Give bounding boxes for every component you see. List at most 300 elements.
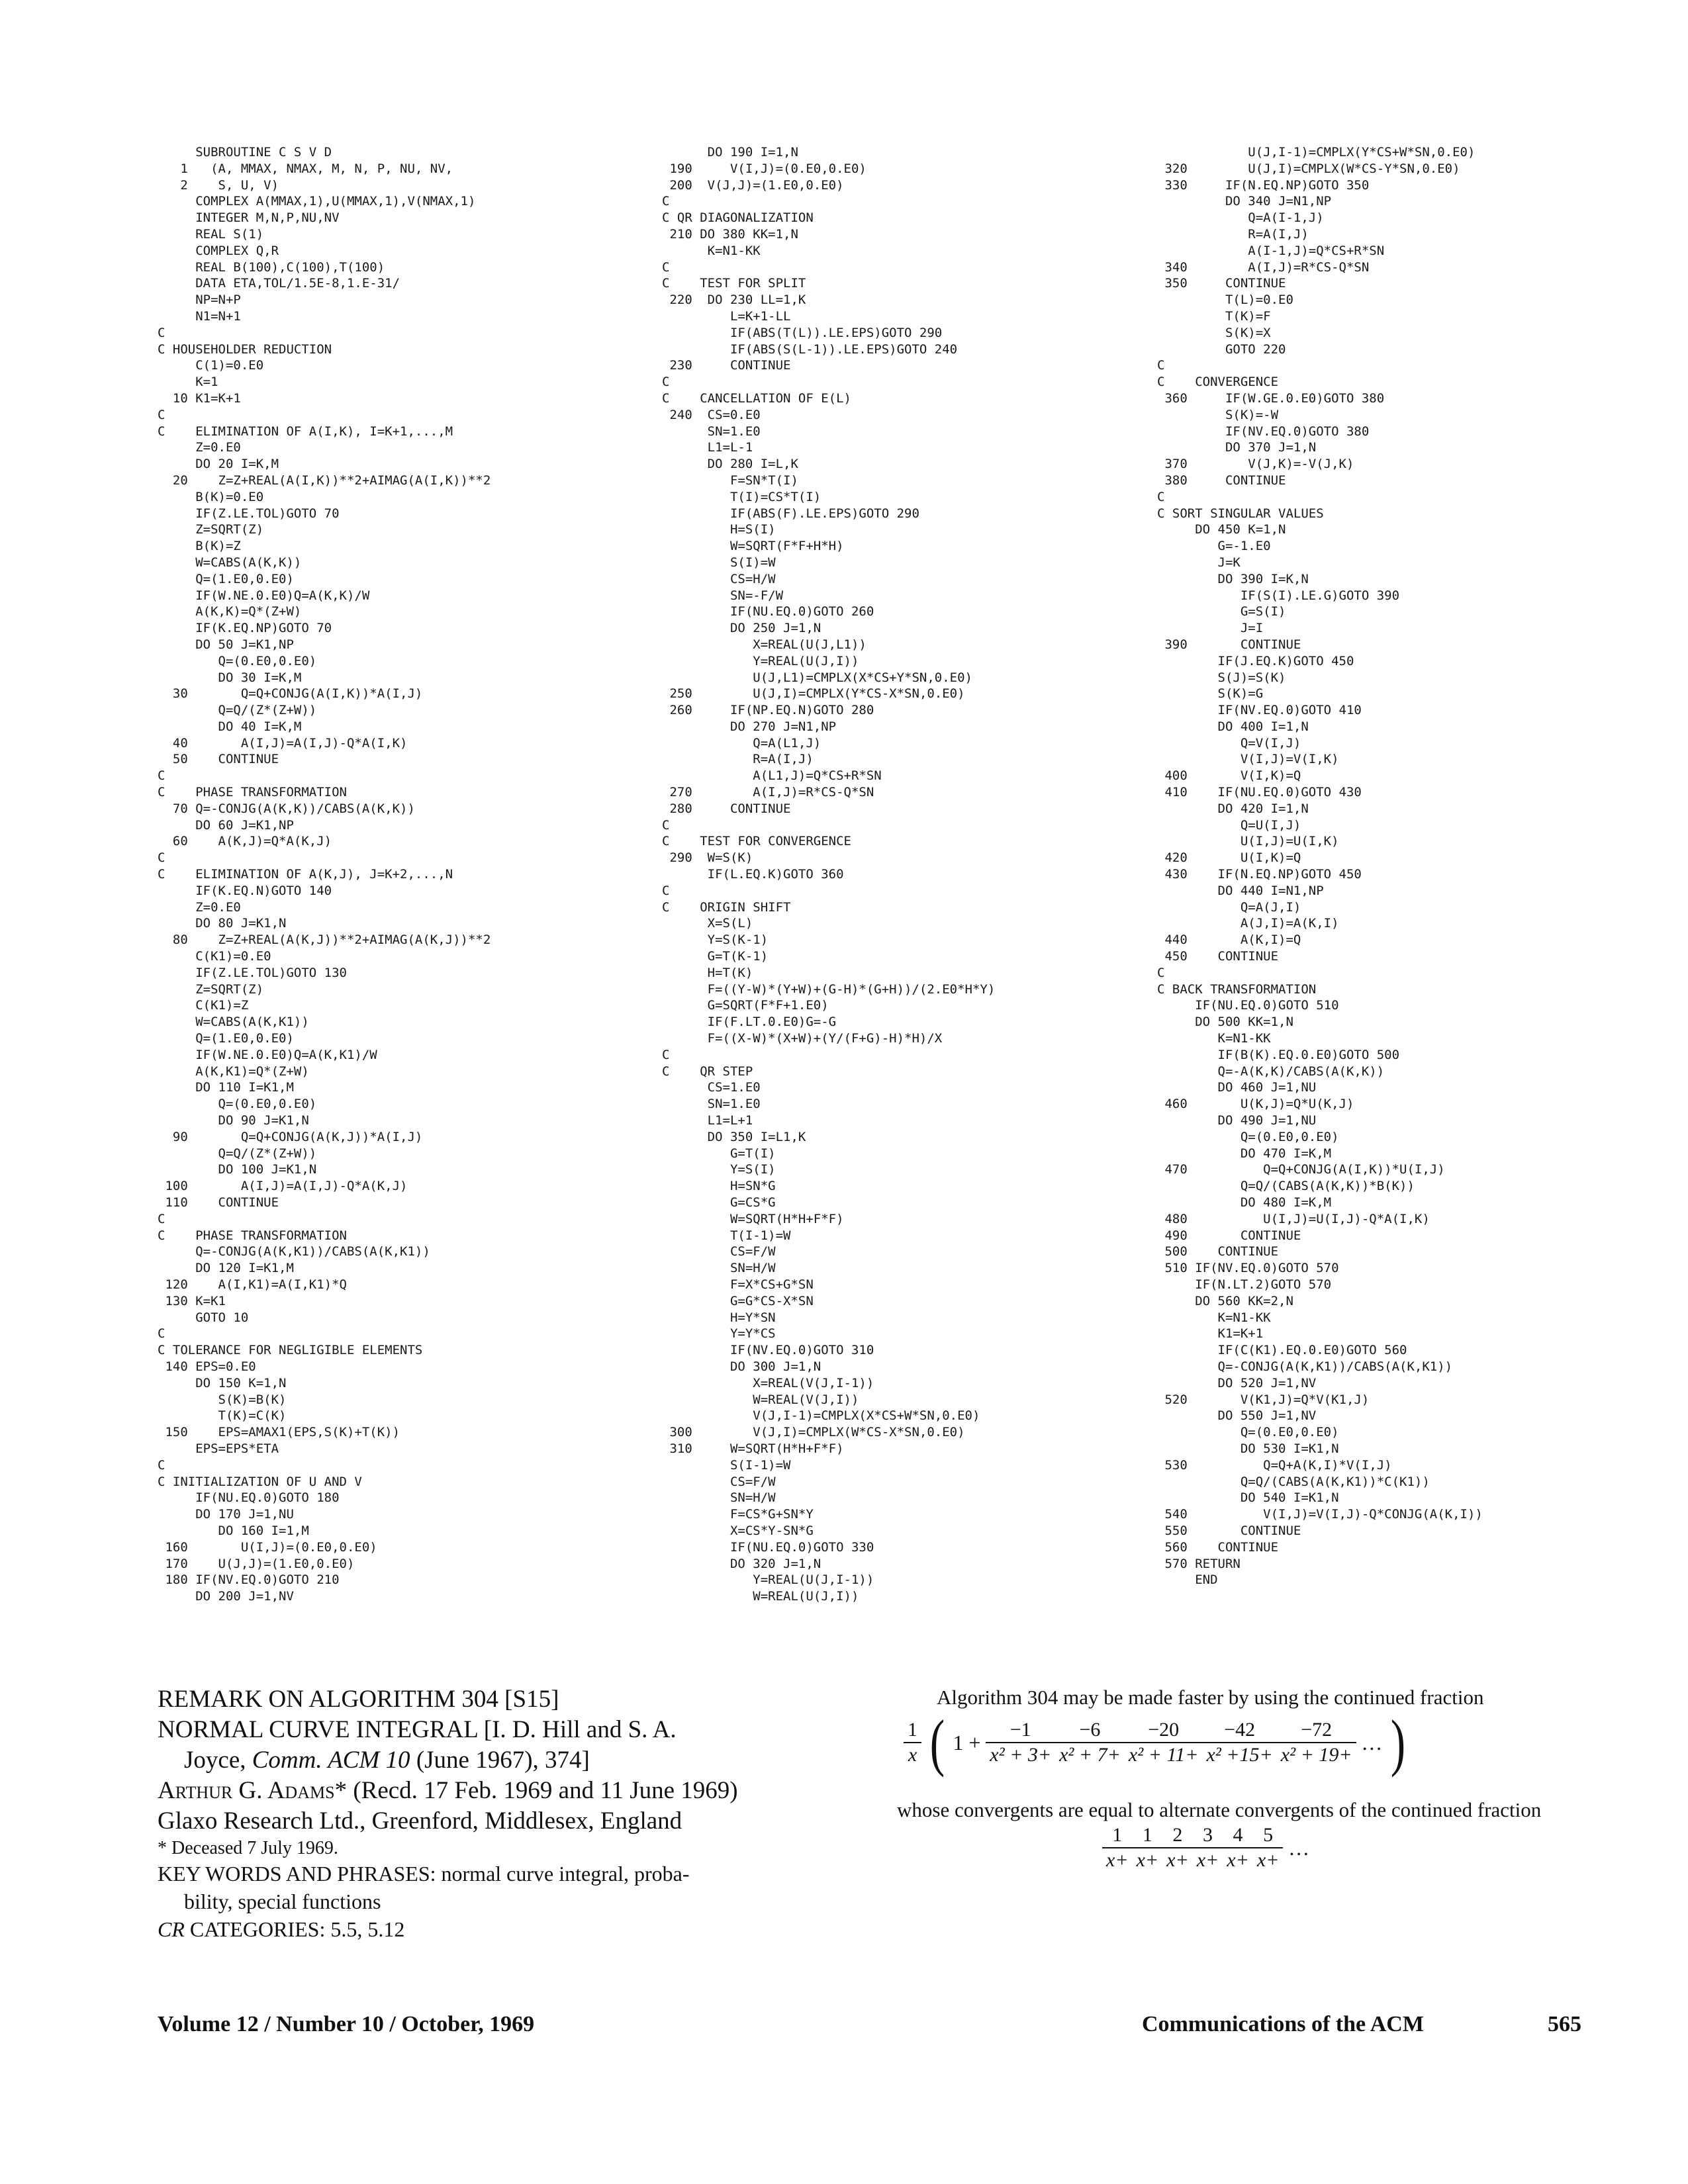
code-line: C bbox=[158, 407, 165, 422]
code-line: 250 U(J,I)=CMPLX(Y*CS-X*SN,0.E0) bbox=[662, 686, 965, 702]
code-line: 1 (A, MMAX, NMAX, M, N, P, NU, NV, bbox=[158, 161, 453, 176]
code-line: 500 CONTINUE bbox=[1157, 1244, 1279, 1259]
code-line: IF(NV.EQ.0)GOTO 380 bbox=[1157, 424, 1370, 439]
code-line: R=A(I,J) bbox=[1157, 226, 1309, 242]
code-line: Y=REAL(U(J,I-1)) bbox=[662, 1572, 874, 1588]
code-line: A(L1,J)=Q*CS+R*SN bbox=[662, 768, 882, 784]
code-line: 80 Z=Z+REAL(A(K,J))**2+AIMAG(A(K,J))**2 bbox=[158, 933, 491, 948]
code-line: DO 100 J=K1,N bbox=[158, 1162, 317, 1177]
code-line: 460 U(K,J)=Q*U(K,J) bbox=[1157, 1097, 1354, 1112]
code-line: Q=Q/(Z*(Z+W)) bbox=[158, 1146, 317, 1161]
code-line: DO 160 I=1,M bbox=[158, 1523, 309, 1538]
code-line: B(K)=Z bbox=[158, 539, 241, 554]
code-line: L=K+1-LL bbox=[662, 308, 791, 324]
code-line: C bbox=[158, 850, 165, 866]
code-line: U(J,L1)=CMPLX(X*CS+Y*SN,0.E0) bbox=[662, 670, 972, 685]
code-line: DO 20 I=K,M bbox=[158, 457, 279, 472]
code-line: 340 A(I,J)=R*CS-Q*SN bbox=[1157, 259, 1370, 275]
code-line: F=((X-W)*(X+W)+(Y/(F+G)-H)*H)/X bbox=[662, 1031, 943, 1046]
code-line: IF(J.EQ.K)GOTO 450 bbox=[1157, 653, 1354, 668]
code-line: DO 40 I=K,M bbox=[158, 719, 302, 734]
code-line: Z=SQRT(Z) bbox=[158, 981, 264, 997]
code-line: IF(NU.EQ.0)GOTO 180 bbox=[158, 1490, 340, 1506]
code-line: 440 A(K,I)=Q bbox=[1157, 933, 1301, 948]
code-line: 190 V(I,J)=(0.E0,0.E0) bbox=[662, 161, 867, 176]
code-line: DO 30 I=K,M bbox=[158, 670, 302, 685]
code-line: IF(B(K).EQ.0.E0)GOTO 500 bbox=[1157, 1047, 1400, 1062]
code-line: DO 390 I=K,N bbox=[1157, 571, 1309, 586]
code-line: Y=S(K-1) bbox=[662, 933, 769, 948]
code-line: T(L)=0.E0 bbox=[1157, 293, 1293, 308]
code-line: DO 340 J=N1,NP bbox=[1157, 194, 1332, 209]
code-line: 550 CONTINUE bbox=[1157, 1523, 1301, 1538]
code-line: 310 W=SQRT(H*H+F*F) bbox=[662, 1441, 844, 1456]
code-line: IF(NV.EQ.0)GOTO 310 bbox=[662, 1343, 874, 1358]
code-line: K=1 bbox=[158, 375, 218, 390]
code-line: GOTO 220 bbox=[1157, 341, 1286, 357]
code-line: L1=L-1 bbox=[662, 440, 753, 455]
code-line: 130 K=K1 bbox=[158, 1293, 226, 1308]
code-line: 390 CONTINUE bbox=[1157, 637, 1301, 652]
code-line: EPS=EPS*ETA bbox=[158, 1441, 279, 1456]
code-line: 360 IF(W.GE.0.E0)GOTO 380 bbox=[1157, 390, 1385, 406]
code-line: REAL S(1) bbox=[158, 226, 264, 242]
code-line: IF(ABS(F).LE.EPS)GOTO 290 bbox=[662, 506, 919, 521]
code-line: F=CS*G+SN*Y bbox=[662, 1507, 814, 1522]
code-line: A(K,K)=Q*(Z+W) bbox=[158, 604, 302, 619]
code-line: REAL B(100),C(100),T(100) bbox=[158, 259, 385, 275]
code-line: 320 U(J,I)=CMPLX(W*CS-Y*SN,0.E0) bbox=[1157, 161, 1460, 176]
code-line: C bbox=[662, 817, 670, 833]
code-line: Q=-CONJG(A(K,K1))/CABS(A(K,K1)) bbox=[1157, 1359, 1453, 1374]
fraction-term: $\frac{-1}{\text{x² + 3+}}$ bbox=[986, 1718, 1055, 1767]
code-line: 60 A(K,J)=Q*A(K,J) bbox=[158, 834, 332, 849]
code-line: A(J,I)=A(K,I) bbox=[1157, 916, 1339, 931]
code-line: 200 V(J,J)=(1.E0,0.E0) bbox=[662, 177, 844, 193]
code-line: C bbox=[662, 194, 670, 209]
code-line: A(K,K1)=Q*(Z+W) bbox=[158, 1064, 309, 1079]
code-line: 300 V(J,I)=CMPLX(W*CS-X*SN,0.E0) bbox=[662, 1425, 965, 1440]
code-line: 420 U(I,K)=Q bbox=[1157, 850, 1301, 866]
code-line: X=CS*Y-SN*G bbox=[662, 1523, 814, 1538]
code-line: 150 EPS=AMAX1(EPS,S(K)+T(K)) bbox=[158, 1425, 400, 1440]
code-line: DO 490 J=1,NU bbox=[1157, 1113, 1317, 1128]
code-line: Q=A(J,I) bbox=[1157, 899, 1301, 915]
code-line: 450 CONTINUE bbox=[1157, 949, 1279, 964]
code-line: Q=(1.E0,0.E0) bbox=[158, 571, 294, 586]
code-line: Z=0.E0 bbox=[158, 899, 241, 915]
code-line: 270 A(I,J)=R*CS-Q*SN bbox=[662, 785, 874, 800]
code-line: DO 90 J=K1,N bbox=[158, 1113, 309, 1128]
code-line: 370 V(J,K)=-V(J,K) bbox=[1157, 457, 1354, 472]
code-line: X=REAL(U(J,L1)) bbox=[662, 637, 867, 652]
code-line: DO 300 J=1,N bbox=[662, 1359, 821, 1374]
code-line: 210 DO 380 KK=1,N bbox=[662, 226, 798, 242]
code-line: G=G*CS-X*SN bbox=[662, 1293, 814, 1308]
continued-fraction-formula-2: $\frac{1}{x+}$ $\frac{1}{x+}$ $\frac{2}{x+}$ $\frac{3}{x+}$ $\frac{4}{x+}$ $\frac{5}{x+}$ … bbox=[897, 1823, 1599, 1889]
remark-deceased: * Deceased 7 July 1969. bbox=[158, 1838, 338, 1858]
code-line: C TEST FOR CONVERGENCE bbox=[662, 834, 851, 849]
footer-page-number: 565 bbox=[1548, 2012, 1581, 2036]
code-line: F=((Y-W)*(Y+W)+(G-H)*(G+H))/(2.E0*H*Y) bbox=[662, 981, 996, 997]
fraction-term: $\frac{3}{x+}$ bbox=[1193, 1823, 1223, 1872]
code-line: DO 460 J=1,NU bbox=[1157, 1080, 1317, 1095]
code-column-1 bbox=[158, 144, 491, 1605]
code-line: C(K1)=0.E0 bbox=[158, 949, 271, 964]
code-line: DO 470 I=K,M bbox=[1157, 1146, 1332, 1161]
code-line: Q=A(I-1,J) bbox=[1157, 210, 1324, 226]
code-line: C INITIALIZATION OF U AND V bbox=[158, 1474, 362, 1489]
remark-keywords: KEY WORDS AND PHRASES: normal curve integral, proba- bbox=[158, 1862, 690, 1886]
code-line: 280 CONTINUE bbox=[662, 801, 791, 816]
code-line: 20 Z=Z+REAL(A(I,K))**2+AIMAG(A(I,K))**2 bbox=[158, 473, 491, 488]
code-line: SN=1.E0 bbox=[662, 424, 761, 439]
code-line: IF(N.LT.2)GOTO 570 bbox=[1157, 1277, 1332, 1292]
code-line: DO 60 J=K1,NP bbox=[158, 817, 294, 833]
code-line: Q=(1.E0,0.E0) bbox=[158, 1031, 294, 1046]
code-line: DATA ETA,TOL/1.5E-8,1.E-31/ bbox=[158, 276, 400, 291]
code-line: C bbox=[158, 768, 165, 784]
code-line: H=S(I) bbox=[662, 522, 776, 537]
code-line: 350 CONTINUE bbox=[1157, 276, 1286, 291]
code-line: Q=V(I,J) bbox=[1157, 735, 1301, 751]
code-line: C PHASE TRANSFORMATION bbox=[158, 1228, 347, 1243]
code-line: Q=Q/(CABS(A(K,K))*B(K)) bbox=[1157, 1179, 1415, 1194]
code-line: U(J,I-1)=CMPLX(Y*CS+W*SN,0.E0) bbox=[1157, 145, 1476, 159]
code-line: A(I-1,J)=Q*CS+R*SN bbox=[1157, 243, 1385, 258]
code-line: X=S(L) bbox=[662, 916, 753, 931]
code-line: INTEGER M,N,P,NU,NV bbox=[158, 210, 340, 226]
code-line: DO 560 KK=2,N bbox=[1157, 1293, 1293, 1308]
code-line: C QR DIAGONALIZATION bbox=[662, 210, 814, 226]
code-line: R=A(I,J) bbox=[662, 752, 814, 767]
code-line: U(I,J)=U(I,K) bbox=[1157, 834, 1339, 849]
code-line: 430 IF(N.EQ.NP)GOTO 450 bbox=[1157, 867, 1362, 882]
code-line: IF(F.LT.0.E0)G=-G bbox=[662, 1015, 837, 1030]
remark-subtitle: NORMAL CURVE INTEGRAL [I. D. Hill and S. A. bbox=[158, 1716, 677, 1743]
code-line: N1=N+1 bbox=[158, 308, 241, 324]
code-line: Q=(0.E0,0.E0) bbox=[1157, 1129, 1339, 1144]
code-line: CS=F/W bbox=[662, 1244, 776, 1259]
continued-fraction-note bbox=[897, 1684, 1599, 1889]
code-line: IF(NU.EQ.0)GOTO 260 bbox=[662, 604, 874, 619]
code-line: W=SQRT(F*F+H*H) bbox=[662, 539, 844, 554]
code-line: K=N1-KK bbox=[662, 243, 761, 258]
code-line: 510 IF(NV.EQ.0)GOTO 570 bbox=[1157, 1261, 1339, 1276]
formula-2-terms bbox=[1102, 1824, 1283, 1871]
fraction-term: $\frac{5}{x+}$ bbox=[1253, 1823, 1284, 1872]
remark-keywords-cont: bility, special functions bbox=[184, 1889, 381, 1913]
code-line: DO 500 KK=1,N bbox=[1157, 1015, 1293, 1030]
code-line: GOTO 10 bbox=[158, 1310, 249, 1325]
code-line: Q=-A(K,K)/CABS(A(K,K)) bbox=[1157, 1064, 1385, 1079]
code-line: 140 EPS=0.E0 bbox=[158, 1359, 256, 1374]
code-line: C PHASE TRANSFORMATION bbox=[158, 785, 347, 800]
code-line: C bbox=[662, 259, 670, 275]
code-line: Q=(0.E0,0.E0) bbox=[1157, 1425, 1339, 1440]
code-line: DO 190 I=1,N bbox=[662, 145, 798, 159]
code-line: IF(W.NE.0.E0)Q=A(K,K1)/W bbox=[158, 1047, 377, 1062]
code-line: V(I,J)=V(I,K) bbox=[1157, 752, 1339, 767]
fraction-term: $\frac{-20}{\text{x² + 11+}}$ bbox=[1125, 1718, 1203, 1767]
code-line: 100 A(I,J)=A(I,J)-Q*A(K,J) bbox=[158, 1179, 408, 1194]
code-line: DO 110 I=K1,M bbox=[158, 1080, 294, 1095]
code-line: IF(W.NE.0.E0)Q=A(K,K)/W bbox=[158, 588, 370, 603]
code-line: IF(ABS(T(L)).LE.EPS)GOTO 290 bbox=[662, 325, 943, 340]
code-line: DO 540 I=K1,N bbox=[1157, 1490, 1339, 1506]
code-line: J=K bbox=[1157, 555, 1241, 570]
code-line: Q=(0.E0,0.E0) bbox=[158, 1097, 317, 1112]
code-line: S(J)=S(K) bbox=[1157, 670, 1286, 685]
code-line: G=SQRT(F*F+1.E0) bbox=[662, 998, 829, 1013]
code-line: Q=(0.E0,0.E0) bbox=[158, 653, 317, 668]
code-line: C SORT SINGULAR VALUES bbox=[1157, 506, 1324, 521]
code-line: C bbox=[1157, 489, 1165, 504]
code-line: Q=Q/(CABS(A(K,K1))*C(K1)) bbox=[1157, 1474, 1430, 1489]
code-line: NP=N+P bbox=[158, 293, 241, 308]
code-line: SN=-F/W bbox=[662, 588, 784, 603]
fraction-term: $\frac{1}{x+}$ bbox=[1102, 1823, 1133, 1872]
code-line: 490 CONTINUE bbox=[1157, 1228, 1301, 1243]
code-line: IF(L.EQ.K)GOTO 360 bbox=[662, 867, 844, 882]
code-line: V(J,I-1)=CMPLX(X*CS+W*SN,0.E0) bbox=[662, 1408, 980, 1424]
code-line: G=-1.E0 bbox=[1157, 539, 1271, 554]
code-line: B(K)=0.E0 bbox=[158, 489, 264, 504]
code-line: 30 Q=Q+CONJG(A(I,K))*A(I,J) bbox=[158, 686, 423, 702]
code-line: J=I bbox=[1157, 621, 1264, 636]
code-line: K1=K+1 bbox=[1157, 1326, 1264, 1342]
code-line: C CANCELLATION OF E(L) bbox=[662, 390, 851, 406]
code-line: 290 W=S(K) bbox=[662, 850, 753, 866]
code-line: H=T(K) bbox=[662, 965, 753, 980]
code-line: 400 V(I,K)=Q bbox=[1157, 768, 1301, 784]
continued-fraction-formula-1: $\frac{1}{x}$ ( 1 + $\frac{-1}{\text{x² + 3+}}$ $\frac{-6}{\text{x² + 7+}}$ $\frac{-20}{\text{x² + 11+}}$ $\frac{-42}{\text{x² +15+}}$ $\frac{-72}{\text{x² + 19+}}$ … ) bbox=[897, 1711, 1599, 1797]
code-line: SUBROUTINE C S V D bbox=[158, 145, 332, 159]
note-paragraph-1: Algorithm 304 may be made faster by using the continued fraction bbox=[937, 1686, 1484, 1709]
code-line: DO 200 J=1,NV bbox=[158, 1589, 294, 1604]
code-line: 520 V(K1,J)=Q*V(K1,J) bbox=[1157, 1392, 1370, 1407]
code-line: C QR STEP bbox=[662, 1064, 753, 1079]
formula-1-terms bbox=[986, 1719, 1356, 1766]
fraction-term: $\frac{-72}{\text{x² + 19+}}$ bbox=[1277, 1718, 1356, 1767]
code-line: DO 80 J=K1,N bbox=[158, 916, 287, 931]
code-line: DO 440 I=N1,NP bbox=[1157, 883, 1324, 898]
code-line: IF(ABS(S(L-1)).LE.EPS)GOTO 240 bbox=[662, 341, 958, 357]
code-line: 560 CONTINUE bbox=[1157, 1539, 1279, 1555]
code-line: C ORIGIN SHIFT bbox=[662, 899, 791, 915]
code-line: 90 Q=Q+CONJG(A(K,J))*A(I,J) bbox=[158, 1129, 423, 1144]
code-line: DO 50 J=K1,NP bbox=[158, 637, 294, 652]
code-line: 540 V(I,J)=V(I,J)-Q*CONJG(A(K,I)) bbox=[1157, 1507, 1483, 1522]
code-line: SN=1.E0 bbox=[662, 1097, 761, 1112]
code-line: Q=A(L1,J) bbox=[662, 735, 821, 751]
code-line: C bbox=[662, 1047, 670, 1062]
footer-volume: Volume 12 / Number 10 / October, 1969 bbox=[158, 2012, 535, 2036]
lead-fraction: $\frac{1}{x}$ bbox=[904, 1718, 921, 1767]
code-line: F=X*CS+G*SN bbox=[662, 1277, 814, 1292]
code-line: IF(S(I).LE.G)GOTO 390 bbox=[1157, 588, 1400, 603]
code-line: 220 DO 230 LL=1,K bbox=[662, 293, 806, 308]
code-line: C bbox=[1157, 965, 1165, 980]
fraction-term: $\frac{4}{x+}$ bbox=[1223, 1823, 1253, 1872]
code-line: DO 530 I=K1,N bbox=[1157, 1441, 1339, 1456]
code-line: Q=Q/(Z*(Z+W)) bbox=[158, 703, 317, 718]
code-line: DO 400 I=1,N bbox=[1157, 719, 1309, 734]
code-line: G=CS*G bbox=[662, 1195, 776, 1210]
code-line: C TOLERANCE FOR NEGLIGIBLE ELEMENTS bbox=[158, 1343, 423, 1358]
code-line: S(K)=B(K) bbox=[158, 1392, 287, 1407]
code-line: C TEST FOR SPLIT bbox=[662, 276, 806, 291]
code-line: C ELIMINATION OF A(K,J), J=K+2,...,N bbox=[158, 867, 453, 882]
code-line: K=N1-KK bbox=[1157, 1310, 1271, 1325]
code-line: 2 S, U, V) bbox=[158, 177, 279, 193]
code-column-3 bbox=[1157, 144, 1483, 1588]
fraction-term: $\frac{1}{x+}$ bbox=[1133, 1823, 1163, 1872]
code-line: DO 170 J=1,NU bbox=[158, 1507, 294, 1522]
code-line: H=Y*SN bbox=[662, 1310, 776, 1325]
code-line: K=N1-KK bbox=[1157, 1031, 1271, 1046]
note-paragraph-2: whose convergents are equal to alternate convergents of the continued fraction bbox=[897, 1798, 1542, 1821]
code-line: 530 Q=Q+A(K,I)*V(I,J) bbox=[1157, 1457, 1392, 1473]
code-line: Z=SQRT(Z) bbox=[158, 522, 264, 537]
code-line: S(K)=G bbox=[1157, 686, 1264, 702]
code-line: DO 320 J=1,N bbox=[662, 1556, 821, 1571]
code-line: 180 IF(NV.EQ.0)GOTO 210 bbox=[158, 1572, 340, 1588]
code-line: T(I)=CS*T(I) bbox=[662, 489, 821, 504]
code-line: W=CABS(A(K,K1)) bbox=[158, 1015, 309, 1030]
fraction-term: $\frac{-6}{\text{x² + 7+}}$ bbox=[1055, 1718, 1125, 1767]
code-line: C(K1)=Z bbox=[158, 998, 249, 1013]
code-line: 230 CONTINUE bbox=[662, 358, 791, 373]
code-line: 410 IF(NU.EQ.0)GOTO 430 bbox=[1157, 785, 1362, 800]
code-line: 170 U(J,J)=(1.E0,0.E0) bbox=[158, 1556, 355, 1571]
code-line: 50 CONTINUE bbox=[158, 752, 279, 767]
code-line: C bbox=[662, 375, 670, 390]
remark-cr-categories: CR CATEGORIES: 5.5, 5.12 bbox=[158, 1917, 405, 1941]
code-line: 330 IF(N.EQ.NP)GOTO 350 bbox=[1157, 177, 1370, 193]
code-line: DO 550 J=1,NV bbox=[1157, 1408, 1317, 1424]
code-line: DO 250 J=1,N bbox=[662, 621, 821, 636]
code-line: C bbox=[158, 1211, 165, 1226]
code-line: X=REAL(V(J,I-1)) bbox=[662, 1375, 874, 1390]
code-line: COMPLEX Q,R bbox=[158, 243, 279, 258]
code-line: T(K)=C(K) bbox=[158, 1408, 287, 1424]
code-line: W=SQRT(H*H+F*F) bbox=[662, 1211, 844, 1226]
code-line: S(I-1)=W bbox=[662, 1457, 791, 1473]
code-line: SN=H/W bbox=[662, 1490, 776, 1506]
remark-author: Arthur G. Adams* (Recd. 17 Feb. 1969 and 11 June 1969) bbox=[158, 1777, 738, 1804]
code-line: 10 K1=K+1 bbox=[158, 390, 241, 406]
code-line: C BACK TRANSFORMATION bbox=[1157, 981, 1317, 997]
code-line: G=T(I) bbox=[662, 1146, 776, 1161]
code-line: DO 370 J=1,N bbox=[1157, 440, 1317, 455]
code-line: 380 CONTINUE bbox=[1157, 473, 1286, 488]
code-line: S(K)=X bbox=[1157, 325, 1271, 340]
code-line: END bbox=[1157, 1572, 1218, 1588]
code-line: G=S(I) bbox=[1157, 604, 1286, 619]
code-line: T(I-1)=W bbox=[662, 1228, 791, 1243]
code-line: CS=F/W bbox=[662, 1474, 776, 1489]
code-line: IF(K.EQ.N)GOTO 140 bbox=[158, 883, 332, 898]
code-line: DO 480 I=K,M bbox=[1157, 1195, 1332, 1210]
code-line: IF(C(K1).EQ.0.E0)GOTO 560 bbox=[1157, 1343, 1407, 1358]
remark-citation: Joyce, Comm. ACM 10 (June 1967), 374] bbox=[184, 1747, 590, 1774]
code-line: C CONVERGENCE bbox=[1157, 375, 1279, 390]
code-line: 120 A(I,K1)=A(I,K1)*Q bbox=[158, 1277, 347, 1292]
code-line: W=CABS(A(K,K)) bbox=[158, 555, 302, 570]
code-line: C HOUSEHOLDER REDUCTION bbox=[158, 341, 332, 357]
code-line: IF(Z.LE.TOL)GOTO 70 bbox=[158, 506, 340, 521]
code-line: COMPLEX A(MMAX,1),U(MMAX,1),V(NMAX,1) bbox=[158, 194, 476, 209]
code-line: CS=1.E0 bbox=[662, 1080, 761, 1095]
code-line: L1=L+1 bbox=[662, 1113, 753, 1128]
code-line: IF(NV.EQ.0)GOTO 410 bbox=[1157, 703, 1362, 718]
code-line: C bbox=[1157, 358, 1165, 373]
code-line: DO 420 I=1,N bbox=[1157, 801, 1309, 816]
code-line: S(K)=-W bbox=[1157, 407, 1279, 422]
code-column-2 bbox=[662, 144, 995, 1605]
code-line: S(I)=W bbox=[662, 555, 776, 570]
code-line: 70 Q=-CONJG(A(K,K))/CABS(A(K,K)) bbox=[158, 801, 415, 816]
code-line: W=REAL(V(J,I)) bbox=[662, 1392, 859, 1407]
code-line: DO 150 K=1,N bbox=[158, 1375, 287, 1390]
code-line: IF(K.EQ.NP)GOTO 70 bbox=[158, 621, 332, 636]
fraction-term: $\frac{-42}{\text{x² +15+}}$ bbox=[1202, 1718, 1276, 1767]
code-line: CS=H/W bbox=[662, 571, 776, 586]
code-line: 470 Q=Q+CONJG(A(I,K))*U(I,J) bbox=[1157, 1162, 1445, 1177]
code-line: C bbox=[158, 325, 165, 340]
remark-affiliation: Glaxo Research Ltd., Greenford, Middlesex, England bbox=[158, 1807, 682, 1835]
code-line: 40 A(I,J)=A(I,J)-Q*A(I,K) bbox=[158, 735, 408, 751]
fraction-term: $\frac{2}{x+}$ bbox=[1162, 1823, 1193, 1872]
code-line: C bbox=[662, 883, 670, 898]
code-line: Q=U(I,J) bbox=[1157, 817, 1301, 833]
code-line: Y=Y*CS bbox=[662, 1326, 776, 1342]
code-line: SN=H/W bbox=[662, 1261, 776, 1276]
code-line: DO 520 J=1,NV bbox=[1157, 1375, 1317, 1390]
remark-title: REMARK ON ALGORITHM 304 [S15] bbox=[158, 1686, 559, 1713]
code-line: Y=S(I) bbox=[662, 1162, 776, 1177]
code-line: C ELIMINATION OF A(I,K), I=K+1,...,M bbox=[158, 424, 453, 439]
code-line: 240 CS=0.E0 bbox=[662, 407, 761, 422]
code-line: F=SN*T(I) bbox=[662, 473, 798, 488]
code-line: Y=REAL(U(J,I)) bbox=[662, 653, 859, 668]
code-line: DO 450 K=1,N bbox=[1157, 522, 1286, 537]
code-line: IF(NU.EQ.0)GOTO 330 bbox=[662, 1539, 874, 1555]
code-line: DO 270 J=N1,NP bbox=[662, 719, 837, 734]
code-line: 110 CONTINUE bbox=[158, 1195, 279, 1210]
code-line: T(K)=F bbox=[1157, 308, 1271, 324]
code-line: Q=-CONJG(A(K,K1))/CABS(A(K,K1)) bbox=[158, 1244, 430, 1259]
code-line: C bbox=[158, 1326, 165, 1342]
code-line: W=REAL(U(J,I)) bbox=[662, 1589, 859, 1604]
code-line: C bbox=[158, 1457, 165, 1473]
remark-block bbox=[158, 1684, 859, 1943]
code-line: DO 350 I=L1,K bbox=[662, 1129, 806, 1144]
code-line: IF(Z.LE.TOL)GOTO 130 bbox=[158, 965, 347, 980]
code-line: IF(NU.EQ.0)GOTO 510 bbox=[1157, 998, 1339, 1013]
code-line: G=T(K-1) bbox=[662, 949, 769, 964]
code-line: 570 RETURN bbox=[1157, 1556, 1241, 1571]
code-line: 480 U(I,J)=U(I,J)-Q*A(I,K) bbox=[1157, 1211, 1430, 1226]
code-line: 260 IF(NP.EQ.N)GOTO 280 bbox=[662, 703, 874, 718]
code-line: DO 280 I=L,K bbox=[662, 457, 798, 472]
code-line: 160 U(I,J)=(0.E0,0.E0) bbox=[158, 1539, 377, 1555]
code-line: Z=0.E0 bbox=[158, 440, 241, 455]
code-line: C(1)=0.E0 bbox=[158, 358, 264, 373]
footer-journal: Communications of the ACM bbox=[1142, 2012, 1424, 2036]
code-line: DO 120 I=K1,M bbox=[158, 1261, 294, 1276]
